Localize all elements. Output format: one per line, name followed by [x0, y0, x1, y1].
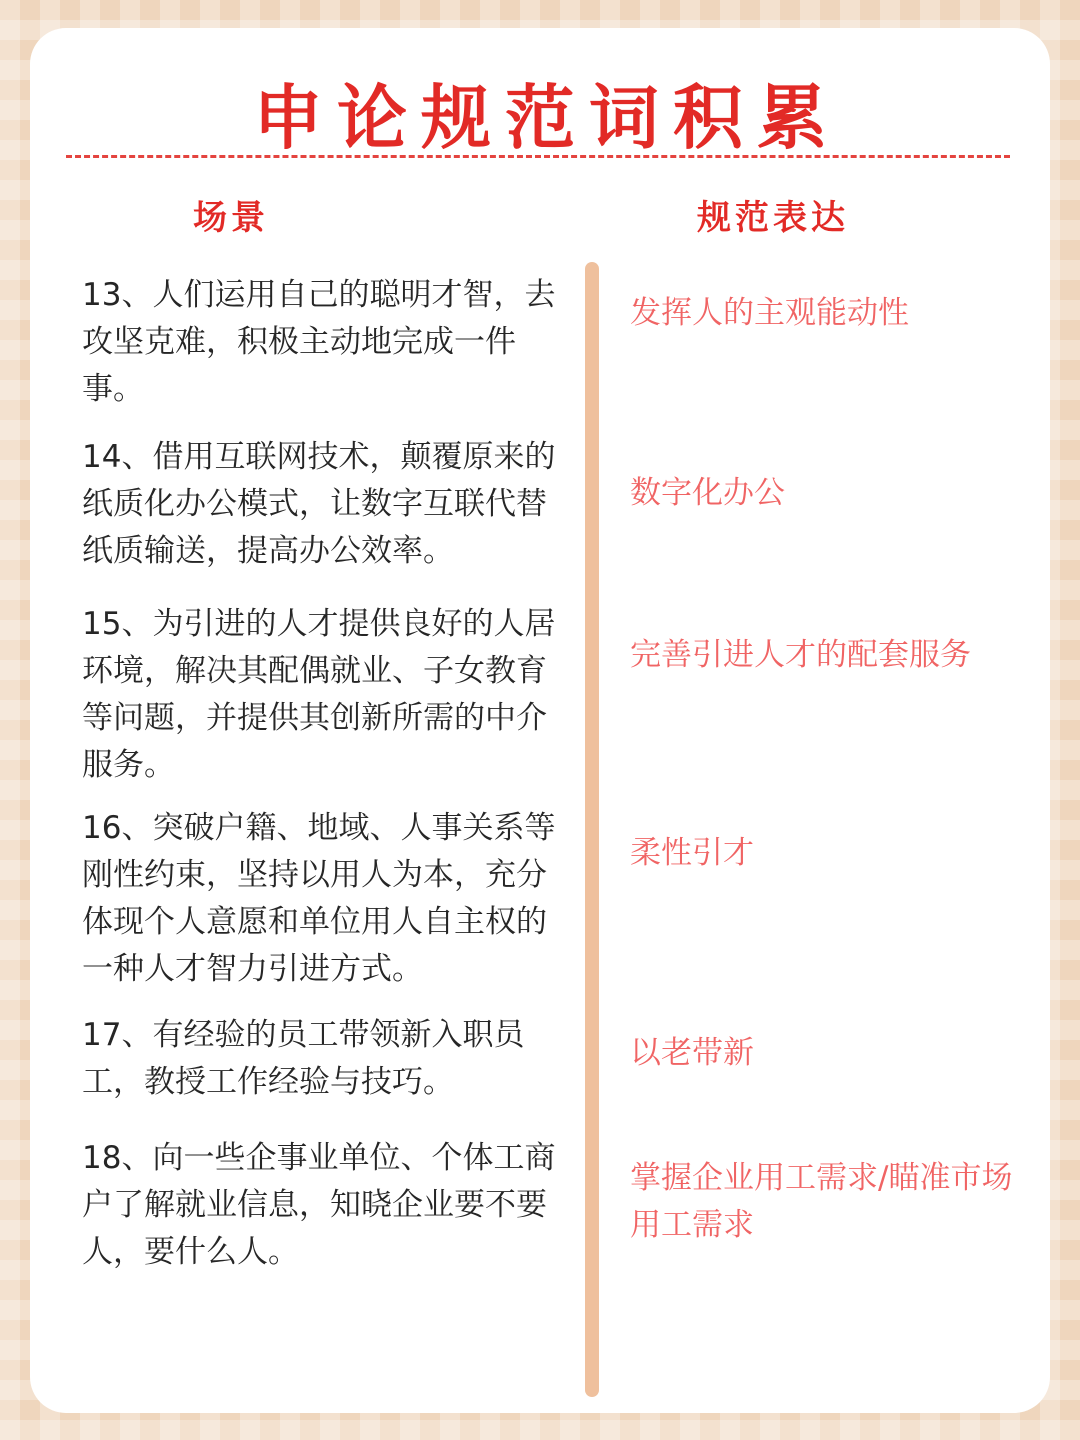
column-header-expression: 规范表达 [697, 198, 849, 238]
expression-text-17: 以老带新 [630, 1035, 754, 1071]
title-divider [66, 155, 1010, 158]
expression-text-16: 柔性引才 [630, 835, 754, 871]
scene-text-16: 16、突破户籍、地域、人事关系等刚性约束，坚持以用人为本，充分体现个人意愿和单位用人自主权的一种人才智力引进方式。 [82, 810, 556, 987]
scene-text-18: 18、向一些企事业单位、个体工商户了解就业信息，知晓企业要不要人，要什么人。 [82, 1140, 556, 1270]
scene-text-17: 17、有经验的员工带领新入职员工，教授工作经验与技巧。 [82, 1017, 525, 1100]
scene-text-15: 15、为引进的人才提供良好的人居环境，解决其配偶就业、子女教育等问题，并提供其创新所需的中介服务。 [82, 606, 556, 783]
column-header-scene: 场景 [193, 198, 269, 238]
expression-text-14: 数字化办公 [630, 475, 785, 511]
scene-text-14: 14、借用互联网技术，颠覆原来的纸质化办公模式，让数字互联代替纸质输送，提高办公效率。 [82, 439, 556, 569]
column-divider [585, 262, 599, 1397]
scene-text-13: 13、人们运用自己的聪明才智，去攻坚克难，积极主动地完成一件事。 [82, 277, 556, 407]
expression-text-18: 掌握企业用工需求/瞄准市场用工需求 [630, 1160, 1013, 1243]
expression-text-15: 完善引进人才的配套服务 [630, 637, 971, 673]
expression-text-13: 发挥人的主观能动性 [630, 295, 909, 331]
page-title: 申论规范词积累 [253, 77, 841, 159]
